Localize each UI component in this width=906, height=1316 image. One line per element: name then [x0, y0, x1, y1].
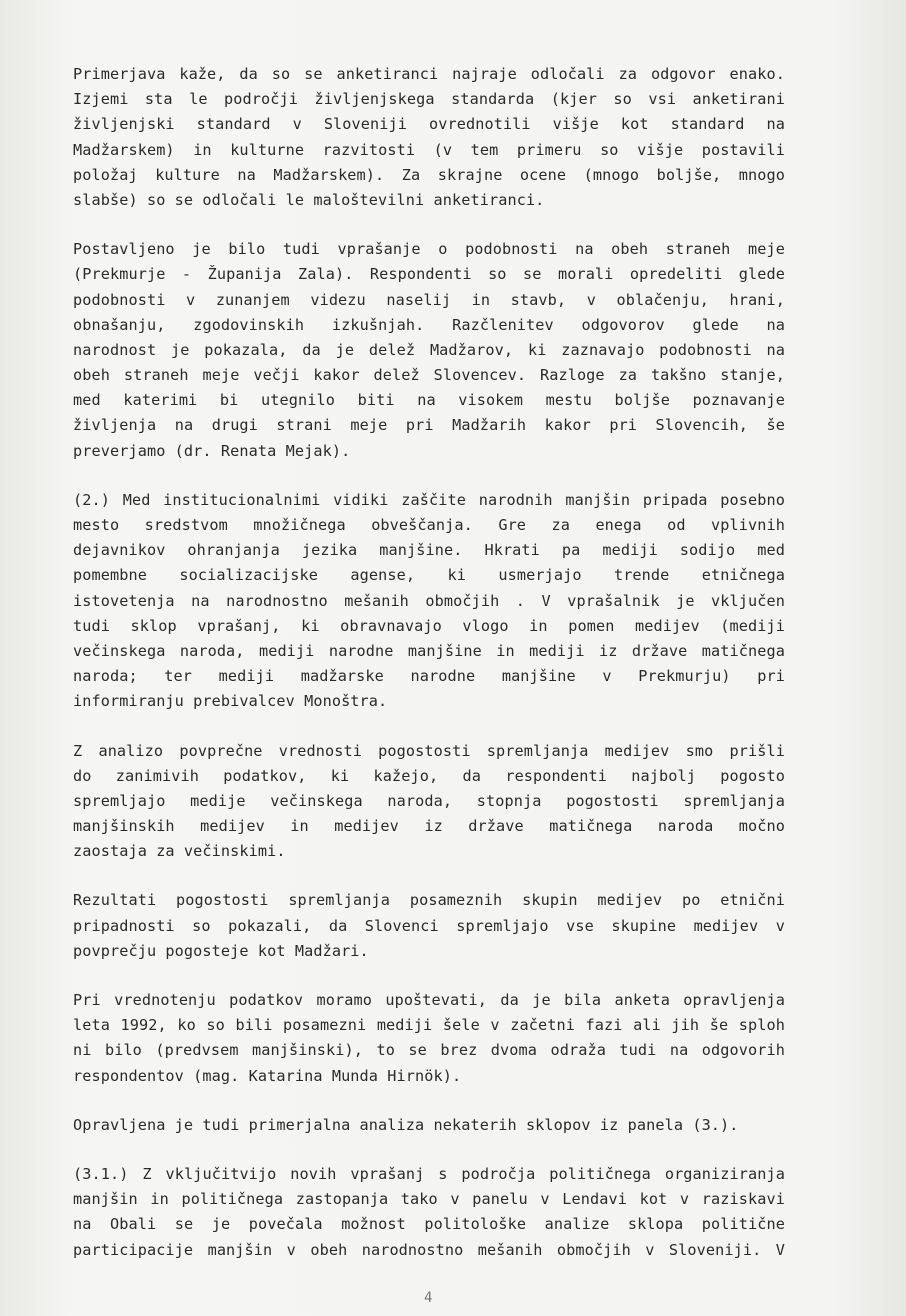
text-line: Opravljena je tudi primerjalna analiza nekaterih sklopov iz panela (3.). [73, 1115, 739, 1134]
paragraph-5 [73, 888, 785, 964]
text-line: preverjamo (dr. Renata Mejak). [73, 441, 351, 460]
text-line: obnašanju, zgodovinskih izkušnjah. Razčlenitev odgovorov glede na [73, 315, 785, 334]
text-line: zaostaja za večinskimi. [73, 842, 286, 861]
text-line: Primerjava kaže, da so se anketiranci najraje odločali za odgovor enako. [73, 65, 785, 83]
text-line: dejavnikov ohranjanja jezika manjšine. Hkrati pa mediji sodijo med [73, 541, 785, 560]
text-line: Madžarskem) in kulturne razvitosti (v tem primeru so višje postavili [73, 140, 785, 159]
text-line: respondentov (mag. Katarina Munda Hirnök). [73, 1066, 462, 1085]
paragraph-4 [73, 739, 785, 865]
paragraph-8 [73, 1162, 785, 1263]
text-line: med katerimi bi utegnilo biti na visokem mestu boljše poznavanje [73, 391, 785, 410]
paragraph-3 [73, 488, 785, 715]
text-line: tudi sklop vprašanj, ki obravnavajo vlogo in pomen medijev (mediji [73, 616, 785, 635]
text-line: manjšinskih medijev in medijev iz države matičnega naroda močno [73, 817, 785, 836]
text-line: življenja na drugi strani meje pri Madžarih kakor pri Slovencih, še [73, 416, 785, 435]
document-page [73, 62, 785, 1287]
text-line: pripadnosti so pokazali, da Slovenci spremljajo vse skupine medijev v [73, 916, 785, 935]
text-line: na Obali se je povečala možnost politološke analize sklopa politične [73, 1215, 785, 1234]
text-line: istovetenja na narodnostno mešanih območjih . V vprašalnik je vključen [73, 591, 785, 610]
text-line: participacije manjšin v obeh narodnostno mešanih območjih v Sloveniji. V [73, 1240, 785, 1259]
text-line: do zanimivih podatkov, ki kažejo, da respondenti najbolj pogosto [73, 766, 785, 785]
text-line: spremljajo medije večinskega naroda, stopnja pogostosti spremljanja [73, 791, 785, 810]
page-number: 4 [424, 1290, 433, 1306]
text-line: ni bilo (predvsem manjšinski), to se brez dvoma odraža tudi na odgovorih [73, 1041, 785, 1060]
text-line: manjšin in političnega zastopanja tako v panelu v Lendavi kot v raziskavi [73, 1190, 785, 1209]
text-line: leta 1992, ko so bili posamezni mediji šele v začetni fazi ali jih še sploh [73, 1016, 785, 1035]
text-line: pomembne socializacijske agense, ki usmerjajo trende etničnega [73, 566, 785, 585]
text-line: naroda; ter mediji madžarske narodne manjšine v Prekmurju) pri [73, 667, 785, 686]
text-line: povprečju pogosteje kot Madžari. [73, 941, 369, 960]
text-line: Rezultati pogostosti spremljanja posameznih skupin medijev po etnični [73, 891, 785, 910]
text-line: informiranju prebivalcev Monoštra. [73, 692, 388, 711]
paragraph-1 [73, 62, 785, 213]
text-line: mesto sredstvom množičnega obveščanja. Gre za enega od vplivnih [73, 516, 785, 534]
text-line: podobnosti v zunanjem videzu naselij in stavb, v oblačenju, hrani, [73, 290, 785, 309]
text-line: narodnost je pokazala, da je delež Madžarov, ki zaznavajo podobnosti na [73, 340, 785, 359]
text-line: (Prekmurje - Županija Zala). Respondenti so se morali opredeliti glede [73, 265, 785, 284]
paragraph-2 [73, 237, 785, 464]
text-line: večinskega naroda, mediji narodne manjšine in mediji iz države matičnega [73, 641, 785, 660]
text-line: Pri vrednotenju podatkov moramo upoštevati, da je bila anketa opravljenja [73, 991, 785, 1009]
text-line: položaj kulture na Madžarskem). Za skrajne ocene (mnogo boljše, mnogo [73, 165, 785, 184]
text-line: Z analizo povprečne vrednosti pogostosti spremljanja medijev smo prišli [73, 741, 785, 760]
text-line: slabše) so se odločali le maloštevilni anketiranci. [73, 190, 545, 209]
paragraph-7 [73, 1113, 785, 1138]
text-line: življenjski standard v Sloveniji ovrednotili višje kot standard na [73, 115, 785, 134]
paragraph-6 [73, 988, 785, 1089]
text-line: (3.1.) Z vključitvijo novih vprašanj s področja političnega organiziranja [73, 1164, 785, 1183]
text-line: (2.) Med institucionalnimi vidiki zaščite narodnih manjšin pripada posebno [73, 490, 785, 509]
text-line: Postavljeno je bilo tudi vprašanje o podobnosti na obeh straneh meje [73, 240, 785, 259]
text-line: Izjemi sta le področji življenjskega standarda (kjer so vsi anketirani [73, 90, 785, 109]
text-line: obeh straneh meje večji kakor delež Slovencev. Razloge za takšno stanje, [73, 366, 785, 385]
